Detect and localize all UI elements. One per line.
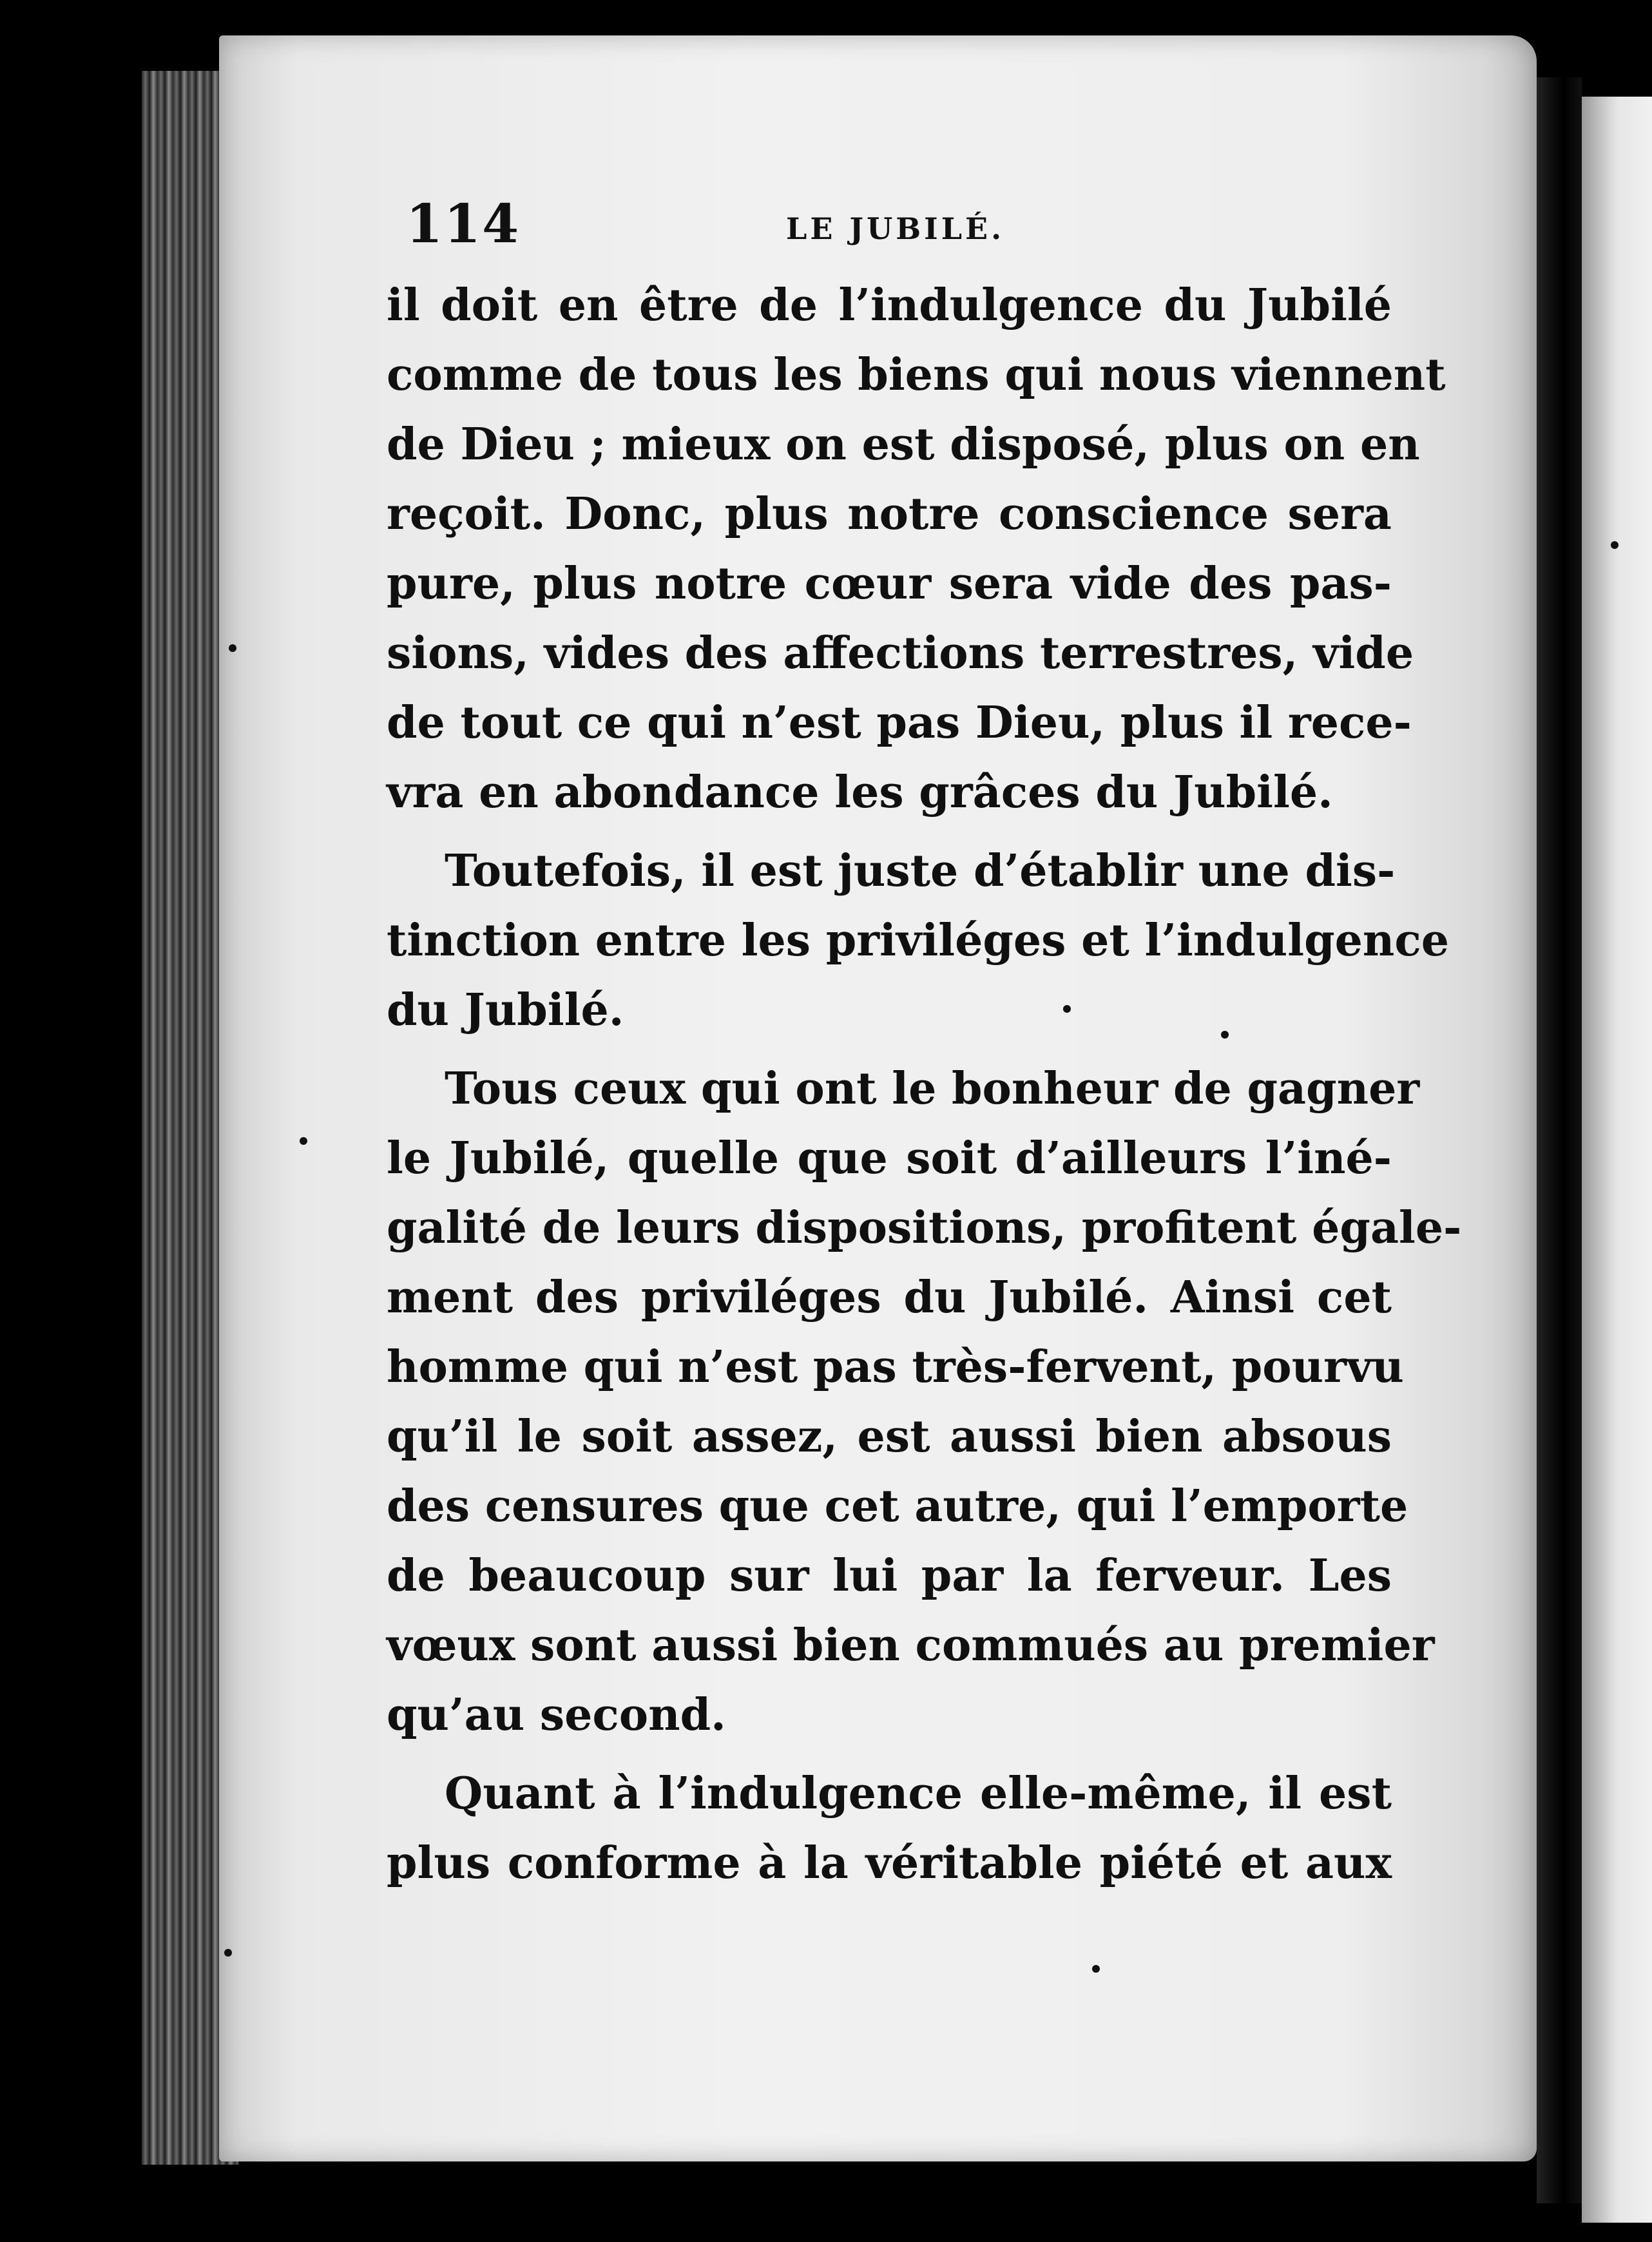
text-line: tinction entre les priviléges et l’indulgence <box>387 915 1449 966</box>
text-line: qu’au second. <box>387 1689 726 1741</box>
text-line: comme de tous les biens qui nous viennent <box>387 349 1446 401</box>
text-line: pure, plus notre cœur sera vide des pas- <box>387 558 1392 609</box>
text-line: Tous ceux qui ont le bonheur de gagner <box>445 1063 1420 1115</box>
page-number: 114 <box>406 193 521 255</box>
text-line: reçoit. Donc, plus notre conscience sera <box>387 488 1392 540</box>
text-line: Quant à l’indulgence elle-même, il est <box>445 1768 1392 1819</box>
running-head: LE JUBILÉ. <box>786 211 1005 246</box>
scan-speck <box>229 644 236 652</box>
scan-speck <box>224 1949 232 1957</box>
text-line: plus conforme à la véritable piété et aux <box>387 1837 1392 1889</box>
text-line: de Dieu ; mieux on est disposé, plus on en <box>387 419 1420 470</box>
text-line: de beaucoup sur lui par la ferveur. Les <box>387 1550 1392 1602</box>
text-line: il doit en être de l’indulgence du Jubilé <box>387 280 1392 331</box>
scan-speck <box>1063 1005 1071 1013</box>
adjacent-page-sliver <box>1582 97 1652 2223</box>
text-line: galité de leurs dispositions, profitent égale- <box>387 1202 1462 1254</box>
text-line: des censures que cet autre, qui l’emporte <box>387 1480 1408 1532</box>
scan-speck <box>1221 1031 1229 1039</box>
book-gutter <box>1537 77 1582 2203</box>
text-line: vœux sont aussi bien commués au premier <box>387 1620 1435 1671</box>
text-line: vra en abondance les grâces du Jubilé. <box>387 767 1333 818</box>
scan-speck <box>1611 541 1618 549</box>
text-line: Toutefois, il est juste d’établir une dis- <box>445 845 1396 897</box>
text-line: sions, vides des affections terrestres, vide <box>387 628 1414 679</box>
text-line: le Jubilé, quelle que soit d’ailleurs l’iné- <box>387 1133 1392 1184</box>
text-line: ment des priviléges du Jubilé. Ainsi cet <box>387 1272 1392 1323</box>
text-line: du Jubilé. <box>387 984 624 1036</box>
page-header <box>406 193 1372 264</box>
text-line: de tout ce qui n’est pas Dieu, plus il rece- <box>387 697 1412 749</box>
text-line: homme qui n’est pas très-fervent, pourvu <box>387 1341 1404 1393</box>
scan-speck <box>300 1137 307 1145</box>
text-line: qu’il le soit assez, est aussi bien absous <box>387 1411 1392 1462</box>
body-text <box>387 271 1462 1898</box>
scan-speck <box>1092 1965 1100 1973</box>
